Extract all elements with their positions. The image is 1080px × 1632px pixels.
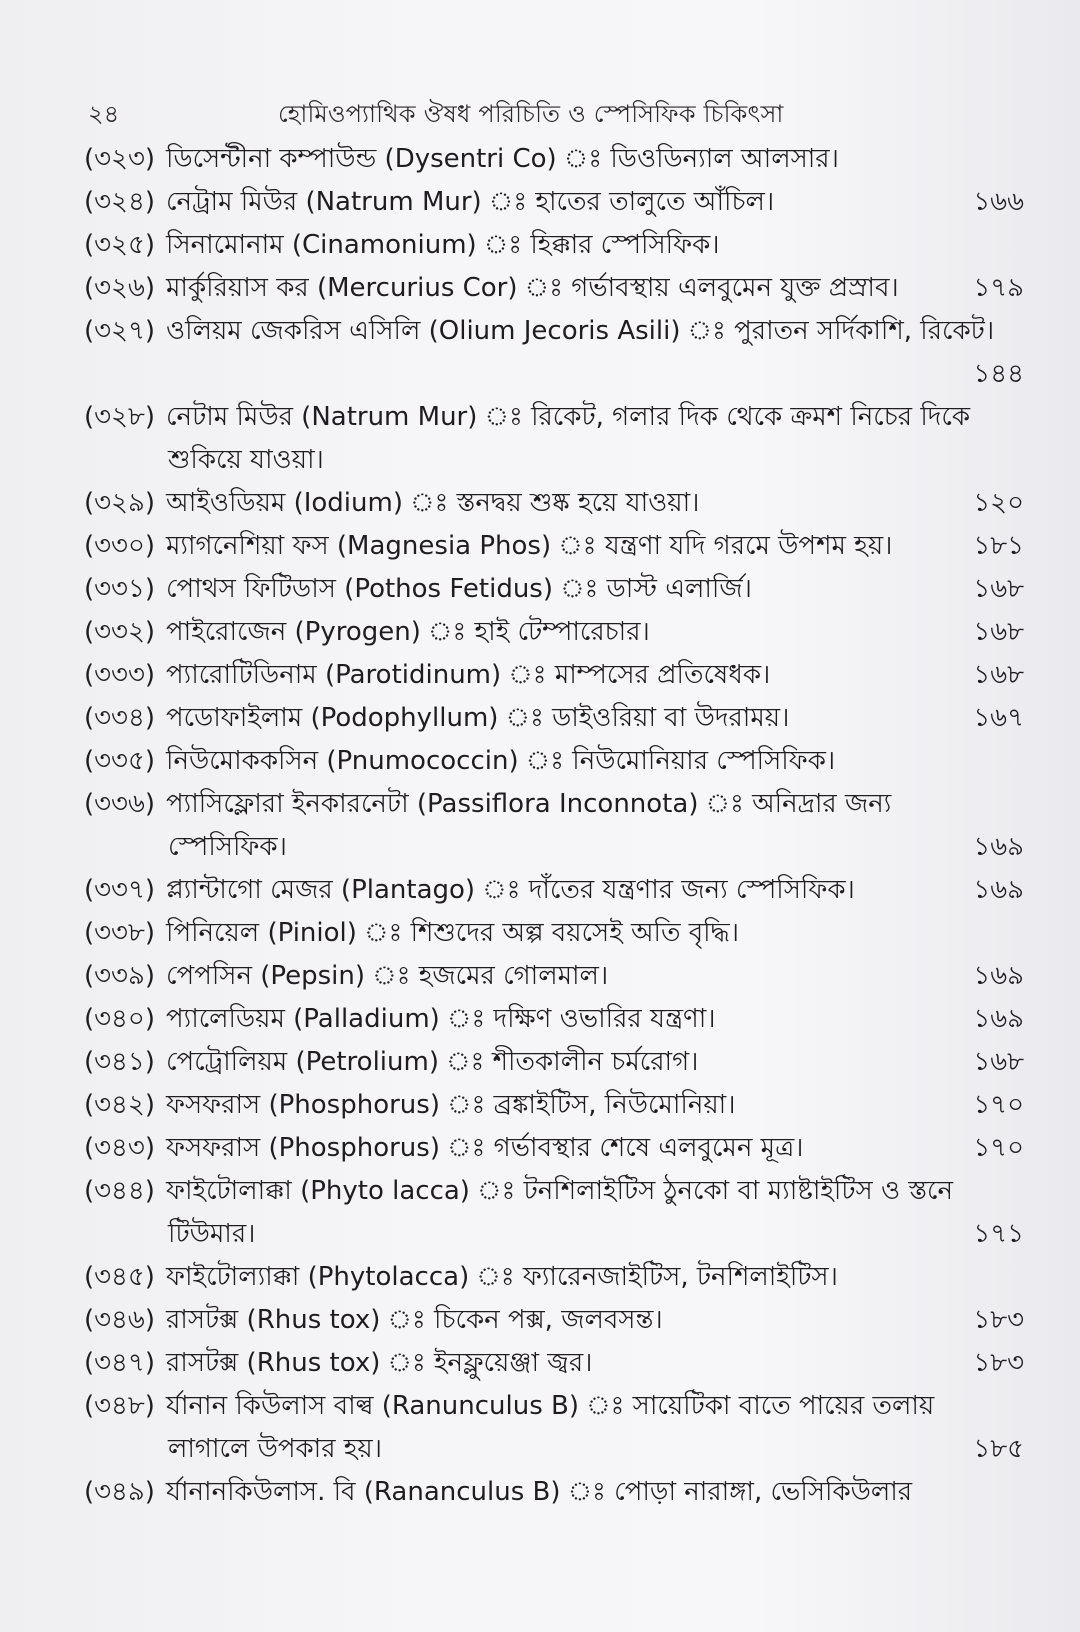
list-item (84, 1084, 1024, 1127)
entry-text: লাগালে উপকার হয়। (168, 1434, 383, 1464)
list-item-continuation (84, 439, 1024, 482)
list-item (84, 1299, 1024, 1342)
list-item (84, 697, 1024, 740)
list-item (84, 138, 1024, 181)
list-item (84, 1385, 1024, 1428)
entry-number: (৩৪৩) (84, 1133, 155, 1163)
list-item (84, 1127, 1024, 1170)
list-item (84, 912, 1024, 955)
entry-number: (৩৩৬) (84, 789, 156, 819)
page-ref: ১৮৫ (973, 1434, 1024, 1464)
page-ref: ১৬৮ (973, 574, 1024, 604)
entry-number: (৩২৯) (84, 488, 155, 518)
entry-number: (৩৪৯) (84, 1477, 155, 1507)
entry-text: ওলিয়ম জেকরিস এসিলি (Olium Jecoris Asili) ঃ পুরাতন সর্দিকাশি, রিকেট। (166, 316, 995, 346)
page-ref: ১৬৬ (973, 187, 1024, 217)
list-item (84, 611, 1024, 654)
page-ref: ১৬৯ (973, 832, 1024, 862)
entry-text: ডিসেন্টীনা কম্পাউন্ড (Dysentri Co) ঃ ডিওডিন্যাল আলসার। (166, 144, 839, 174)
entry-number: (৩৪৮) (84, 1391, 155, 1421)
entry-text: পিনিয়েল (Piniol) ঃ শিশুদের অল্প বয়সেই অতি বৃদ্ধি। (166, 918, 739, 948)
list-item (84, 568, 1024, 611)
entry-text: স্পেসিফিক। (168, 832, 287, 862)
entry-number: (৩৩৪) (84, 703, 155, 733)
list-item-continuation (84, 1213, 1024, 1256)
entry-text: পেপসিন (Pepsin) ঃ হজমের গোলমাল। (166, 961, 609, 991)
entry-number: (৩৩২) (84, 617, 156, 647)
entry-number: (৩৪৫) (84, 1262, 155, 1292)
list-item (84, 1342, 1024, 1385)
page-ref: ১৬৮ (973, 660, 1024, 690)
entry-number: (৩৩৫) (84, 746, 155, 776)
entry-number: (৩২৫) (84, 230, 155, 260)
running-header (88, 96, 1018, 130)
page-number: ২৪ (88, 100, 120, 128)
entry-text: পাইরোজেন (Pyrogen) ঃ হাই টেম্পারেচার। (166, 617, 650, 647)
entry-number: (৩৪০) (84, 1004, 155, 1034)
entry-text: টিউমার। (168, 1219, 256, 1249)
entry-number: (৩৪৬) (84, 1305, 155, 1335)
page-ref: ১৬৯ (973, 961, 1024, 991)
entry-text: রাসটক্স (Rhus tox) ঃ ইনফ্লুয়েঞ্জা জ্বর। (166, 1348, 593, 1378)
entry-text: ফসফরাস (Phosphorus) ঃ ব্রঙ্কাইটিস, নিউমোনিয়া। (166, 1090, 736, 1120)
page-ref: ১৪৪ (973, 359, 1024, 389)
page-ref: ১৬৯ (973, 1004, 1024, 1034)
entry-text: ফসফরাস (Phosphorus) ঃ গর্ভাবস্থার শেষে এলবুমেন মূত্র। (166, 1133, 804, 1163)
entry-text: পোথস ফিটিডাস (Pothos Fetidus) ঃ ডাস্ট এলার্জি। (166, 574, 752, 604)
entry-number: (৩২৩) (84, 144, 156, 174)
page-ref: ১৭১ (973, 1219, 1024, 1249)
list-item-continuation (84, 1428, 1024, 1471)
book-title: হোমিওপ্যাথিক ঔষধ পরিচিতি ও স্পেসিফিক চিকিৎসা (278, 100, 784, 128)
entry-number: (৩২৬) (84, 273, 156, 303)
entry-text: র্যানানকিউলাস. বি (Rananculus B) ঃ পোড়া নারাঙ্গা, ভেসিকিউলার (166, 1477, 913, 1507)
entry-number: (৩২৭) (84, 316, 156, 346)
list-item (84, 224, 1024, 267)
list-item-continuation (84, 826, 1024, 869)
list-item (84, 1256, 1024, 1299)
entry-text: ফাইটোল্যাক্কা (Phytolacca) ঃ ফ্যারেনজাইটিস, টনশিলাইটিস। (166, 1262, 838, 1292)
list-item (84, 1170, 1024, 1213)
page-ref: ১৬৯ (973, 875, 1024, 905)
entry-number: (৩৪৪) (84, 1176, 155, 1206)
entry-text: প্যারোটিডিনাম (Parotidinum) ঃ মাম্পসের প্রতিষেধক। (166, 660, 771, 690)
entry-text: রাসটক্স (Rhus tox) ঃ চিকেন পক্স, জলবসন্ত। (166, 1305, 663, 1335)
page-ref: ১৮৩ (973, 1305, 1024, 1335)
entry-number: (৩২৪) (84, 187, 155, 217)
entry-number: (৩৪১) (84, 1047, 155, 1077)
page-ref: ১৬৭ (973, 703, 1024, 733)
list-item-continuation (84, 353, 1024, 396)
entry-text: শুকিয়ে যাওয়া। (168, 445, 324, 475)
entry-number: (৩৩৮) (84, 918, 155, 948)
list-item (84, 654, 1024, 697)
entry-text: র্যানান কিউলাস বাল্ব (Ranunculus B) ঃ সায়েটিকা বাতে পায়ের তলায় (166, 1391, 935, 1421)
entry-text: প্ল্যান্টাগো মেজর (Plantago) ঃ দাঁতের যন্ত্রণার জন্য স্পেসিফিক। (166, 875, 855, 905)
list-item (84, 310, 1024, 353)
entry-text: পডোফাইলাম (Podophyllum) ঃ ডাইওরিয়া বা উদরাময়। (166, 703, 790, 733)
entry-text: ফাইটোলাক্কা (Phyto lacca) ঃ টনশিলাইটিস ঠুনকো বা ম্যাষ্টাইটিস ও স্তনে (166, 1176, 954, 1206)
page-ref: ১৭০ (973, 1133, 1024, 1163)
entry-text: প্যালেডিয়ম (Palladium) ঃ দক্ষিণ ওভারির যন্ত্রণা। (166, 1004, 716, 1034)
list-item (84, 181, 1024, 224)
page-ref: ১৭৯ (973, 273, 1024, 303)
list-item (84, 525, 1024, 568)
page-ref: ১৬৮ (973, 617, 1024, 647)
entry-text: মার্কুরিয়াস কর (Mercurius Cor) ঃ গর্ভাবস্থায় এলবুমেন যুক্ত প্রস্রাব। (166, 273, 899, 303)
entry-number: (৩৩৯) (84, 961, 155, 991)
list-item (84, 783, 1024, 826)
list-item (84, 869, 1024, 912)
page-ref: ১৭০ (973, 1090, 1024, 1120)
list-item (84, 740, 1024, 783)
entry-number: (৩৩০) (84, 531, 156, 561)
list-item (84, 482, 1024, 525)
entry-number: (৩২৮) (84, 402, 155, 432)
list-item (84, 1471, 1024, 1514)
remedy-list (84, 138, 1024, 1514)
list-item (84, 396, 1024, 439)
list-item (84, 998, 1024, 1041)
entry-text: নিউমোককসিন (Pnumococcin) ঃ নিউমোনিয়ার স্পেসিফিক। (166, 746, 836, 776)
page-ref: ১৮১ (973, 531, 1024, 561)
entry-text: নেটাম মিউর (Natrum Mur) ঃ রিকেট, গলার দিক থেকে ক্রমশ নিচের দিকে (166, 402, 971, 432)
entry-number: (৩৩৭) (84, 875, 156, 905)
list-item (84, 955, 1024, 998)
entry-number: (৩৪৭) (84, 1348, 155, 1378)
entry-number: (৩৩৩) (84, 660, 156, 690)
entry-text: ম্যাগনেশিয়া ফস (Magnesia Phos) ঃ যন্ত্রণা যদি গরমে উপশম হয়। (166, 531, 893, 561)
entry-text: নেট্রাম মিউর (Natrum Mur) ঃ হাতের তালুতে আঁচিল। (166, 187, 775, 217)
list-item (84, 267, 1024, 310)
page-ref: ১২০ (973, 488, 1024, 518)
page-ref: ১৮৩ (973, 1348, 1024, 1378)
entry-number: (৩৩১) (84, 574, 155, 604)
entry-text: প্যাসিফ্লোরা ইনকারনেটা (Passiflora Inconnota) ঃ অনিদ্রার জন্য (166, 789, 892, 819)
list-item (84, 1041, 1024, 1084)
entry-text: পেট্রোলিয়ম (Petrolium) ঃ শীতকালীন চর্মরোগ। (166, 1047, 699, 1077)
entry-text: সিনামোনাম (Cinamonium) ঃ হিক্কার স্পেসিফিক। (166, 230, 720, 260)
page-ref: ১৬৮ (973, 1047, 1024, 1077)
entry-number: (৩৪২) (84, 1090, 155, 1120)
entry-text: আইওডিয়ম (Iodium) ঃ স্তনদ্বয় শুষ্ক হয়ে যাওয়া। (166, 488, 700, 518)
